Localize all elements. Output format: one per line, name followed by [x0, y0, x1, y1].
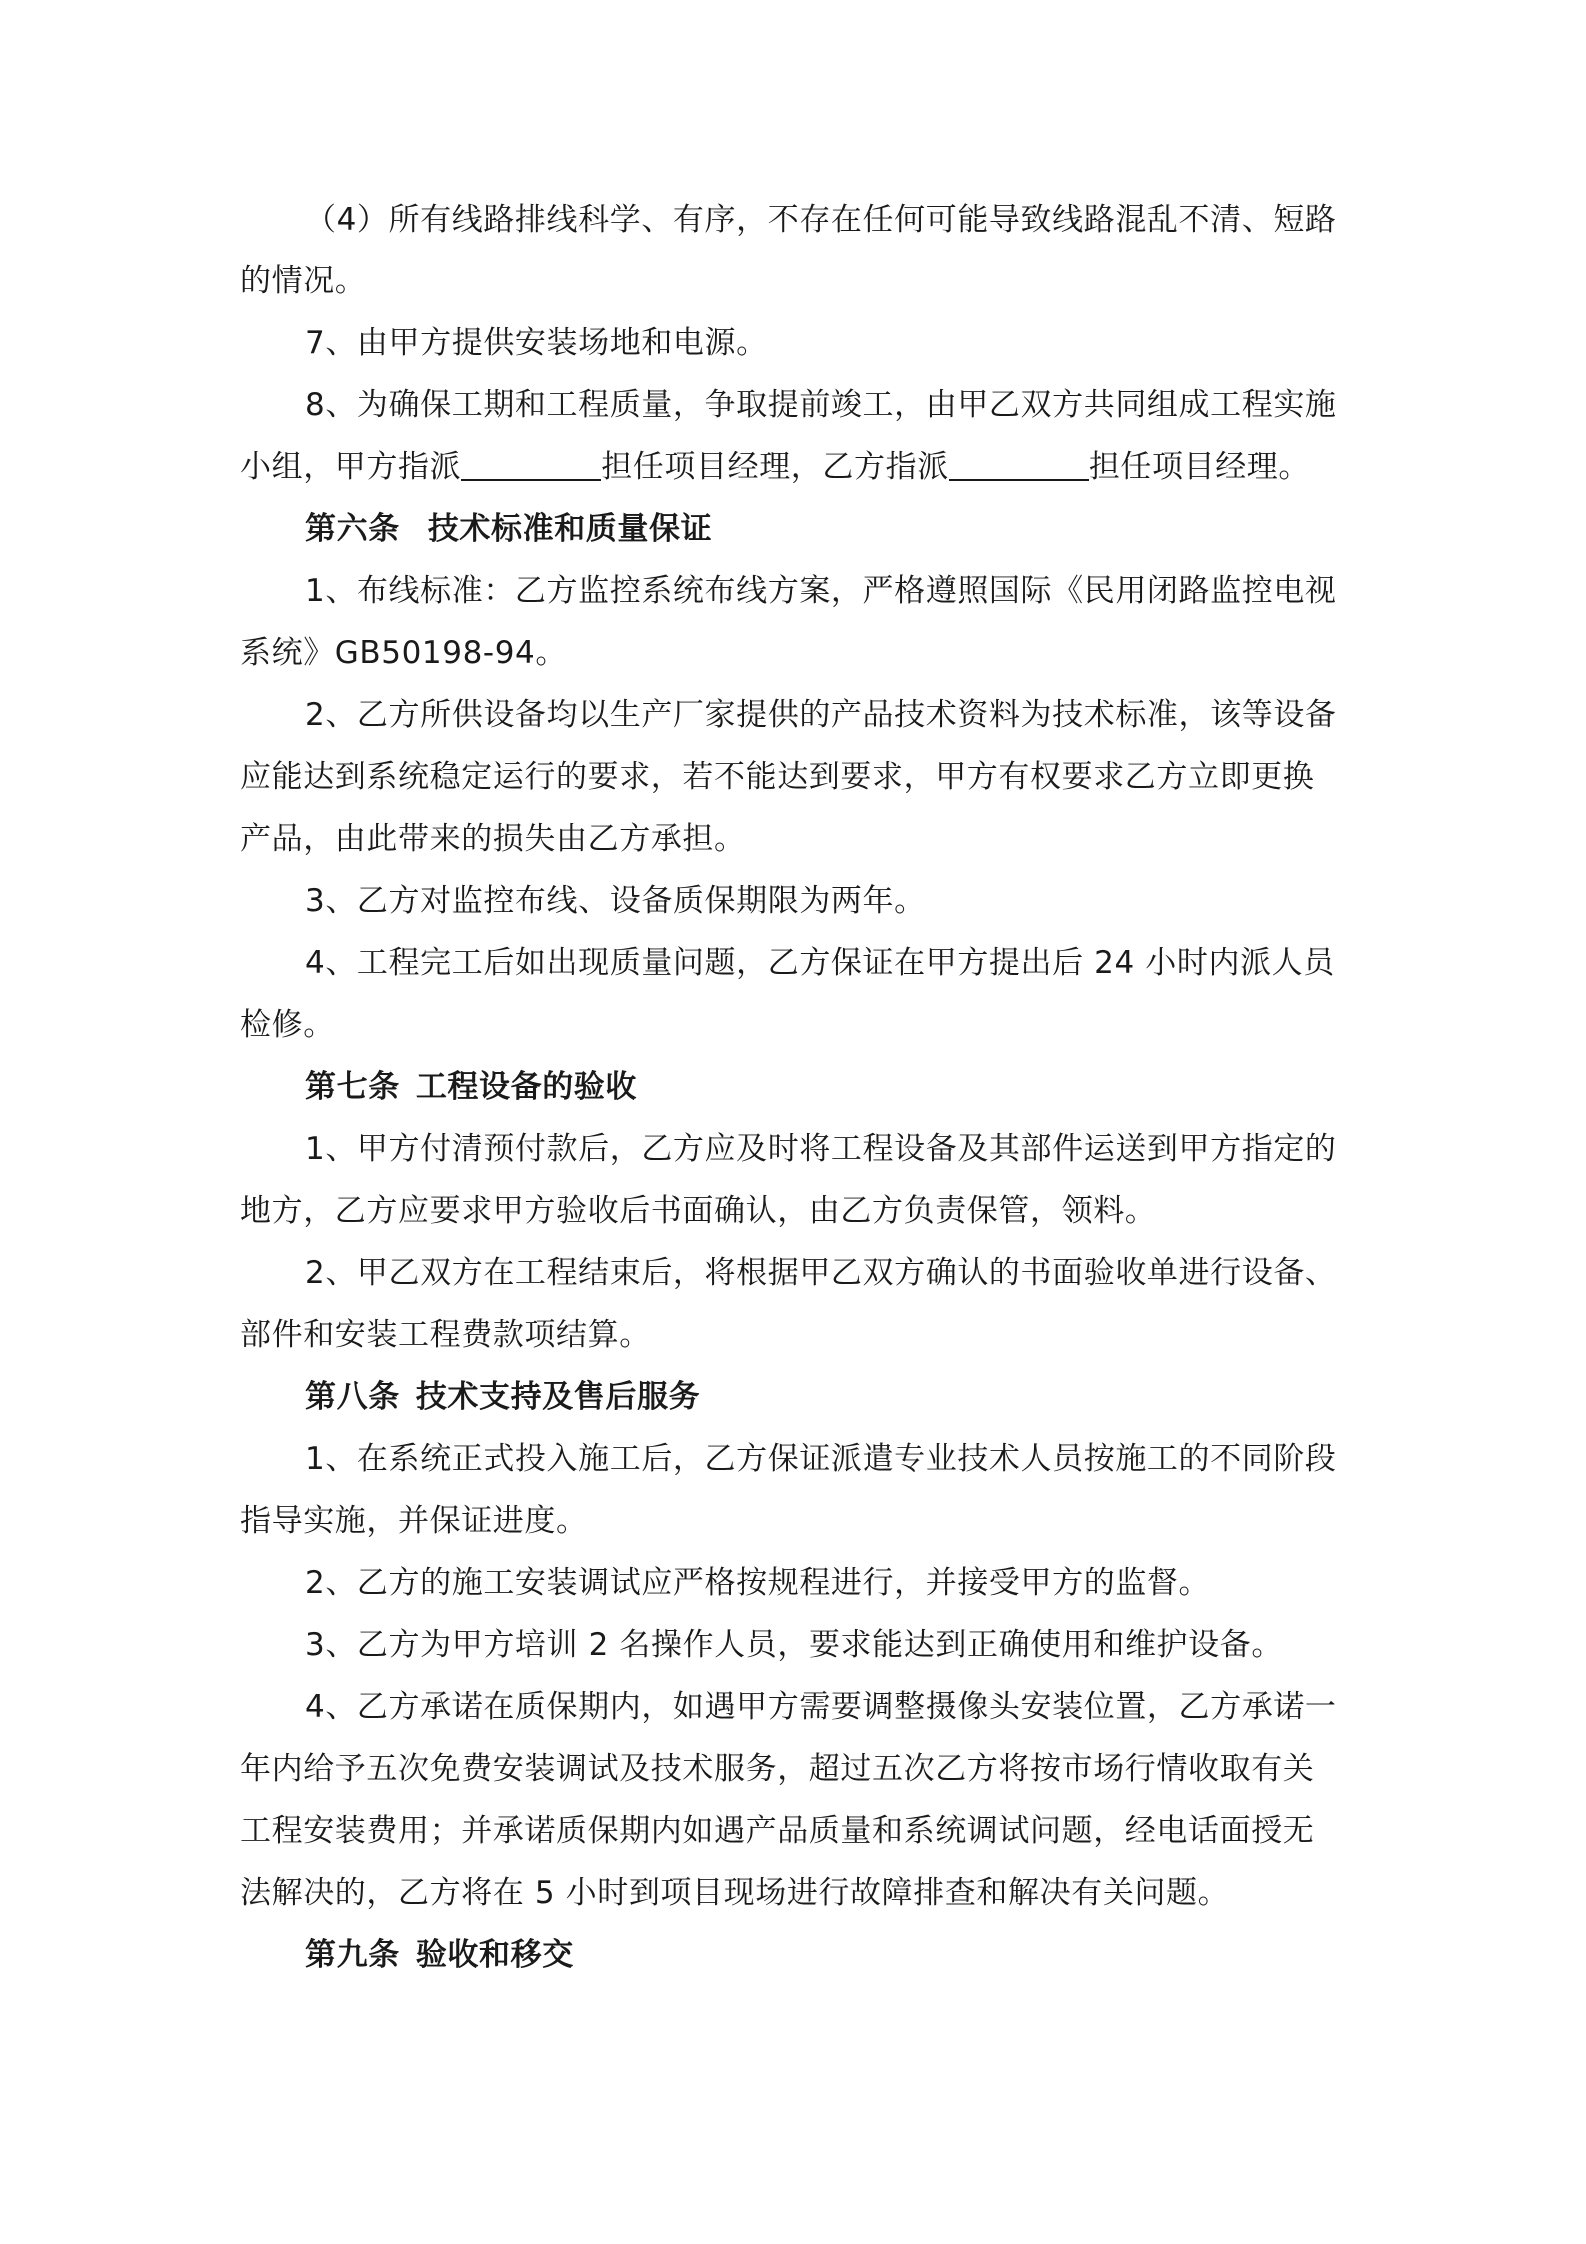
- fill-in-blank: [949, 449, 1089, 481]
- text-line: 指导实施，并保证进度。: [240, 1503, 588, 1539]
- section-heading: [305, 1933, 1365, 1977]
- section-heading: [305, 507, 1365, 551]
- text-line: 地方，乙方应要求甲方验收后书面确认，由乙方负责保管，领料。: [240, 1193, 1157, 1229]
- text-line: 2、乙方的施工安装调试应严格按规程进行，并接受甲方的监督。: [305, 1565, 1211, 1601]
- text-line: 法解决的，乙方将在 5 小时到项目现场进行故障排查和解决有关问题。: [240, 1875, 1230, 1911]
- text-line-with-blanks: [240, 445, 1360, 489]
- text-line: 4、乙方承诺在质保期内，如遇甲方需要调整摄像头安装位置，乙方承诺一: [305, 1689, 1337, 1725]
- section-number: 第九条: [305, 1937, 400, 1973]
- text-line: 1、在系统正式投入施工后，乙方保证派遣专业技术人员按施工的不同阶段: [305, 1441, 1337, 1477]
- section-title: 技术标准和质量保证: [427, 511, 713, 547]
- section-heading: [305, 1065, 1365, 1109]
- text-line: 应能达到系统稳定运行的要求，若不能达到要求，甲方有权要求乙方立即更换: [240, 759, 1315, 795]
- text-line: 8、为确保工期和工程质量，争取提前竣工，由甲乙双方共同组成工程实施: [305, 387, 1337, 423]
- text-line: 检修。: [240, 1007, 335, 1043]
- text-line: 1、甲方付清预付款后，乙方应及时将工程设备及其部件运送到甲方指定的: [305, 1131, 1337, 1167]
- text-line: 3、乙方对监控布线、设备质保期限为两年。: [305, 883, 926, 919]
- text-line: 1、布线标准：乙方监控系统布线方案，严格遵照国际《民用闭路监控电视: [305, 573, 1337, 609]
- text-line: 的情况。: [240, 263, 367, 299]
- text-line: 3、乙方为甲方培训 2 名操作人员，要求能达到正确使用和维护设备。: [305, 1627, 1283, 1663]
- text-line: 4、工程完工后如出现质量问题，乙方保证在甲方提出后 24 小时内派人员: [305, 945, 1335, 981]
- text-segment: 担任项目经理。: [1088, 449, 1311, 485]
- text-line: 年内给予五次免费安装调试及技术服务，超过五次乙方将按市场行情收取有关: [240, 1751, 1315, 1787]
- fill-in-blank: [461, 449, 601, 481]
- text-line: 2、甲乙双方在工程结束后，将根据甲乙双方确认的书面验收单进行设备、: [305, 1255, 1337, 1291]
- text-line: 系统》GB50198-94。: [240, 635, 567, 671]
- section-number: 第七条: [305, 1069, 400, 1105]
- text-segment: 小组，甲方指派: [240, 449, 462, 485]
- text-line: 工程安装费用；并承诺质保期内如遇产品质量和系统调试问题，经电话面授无: [240, 1813, 1315, 1849]
- section-number: 第八条: [305, 1379, 400, 1415]
- section-title: 技术支持及售后服务: [415, 1379, 701, 1415]
- section-title: 验收和移交: [415, 1937, 574, 1973]
- section-title: 工程设备的验收: [415, 1069, 638, 1105]
- text-line: （4）所有线路排线科学、有序，不存在任何可能导致线路混乱不清、短路: [305, 202, 1337, 238]
- text-line: 产品，由此带来的损失由乙方承担。: [240, 821, 746, 857]
- text-line: 部件和安装工程费款项结算。: [240, 1317, 651, 1353]
- text-line: 7、由甲方提供安装场地和电源。: [305, 325, 768, 361]
- section-number: 第六条: [305, 511, 400, 547]
- text-line: 2、乙方所供设备均以生产厂家提供的产品技术资料为技术标准，该等设备: [305, 697, 1337, 733]
- text-segment: 担任项目经理，乙方指派: [601, 449, 949, 485]
- section-heading: [305, 1375, 1365, 1419]
